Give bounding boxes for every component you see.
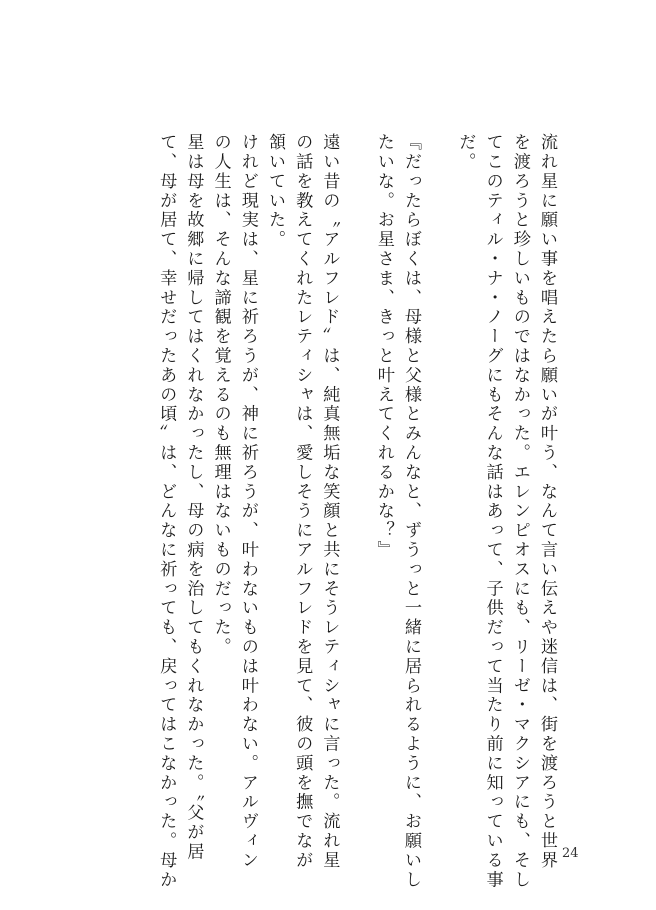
- text-line-12: けれど現実は、星に祈ろうが、神に祈ろうが、叶わないものは叶わない。アルヴィン: [237, 133, 258, 871]
- text-line-11: 頷いていた。: [265, 133, 285, 250]
- page-number: 24: [562, 846, 579, 861]
- text-line-14: 星は母を故郷に帰してはくれなかったし、母の病を治してもくれなかった。〝父が居: [183, 133, 204, 862]
- text-line-7: たいな。お星さま、きっと叶えてくれるかな？』: [373, 133, 394, 560]
- text-line-15: て、母が居て、幸せだったあの頃〟は、どんなに祈っても、戻ってはこなかった。母か: [156, 133, 177, 890]
- text-line-1: 流れ星に願い事を唱えたら願いが叶う、なんて言い伝えや迷信は、街を渡ろうと世界: [537, 133, 557, 871]
- text-line-9: 遠い昔の〝アルフレド〟は、純真無垢な笑顔と共にそうレティシャに言った。流れ星: [319, 133, 340, 871]
- paragraph-gap: [342, 133, 369, 150]
- text-line-13: の人生は、そんな諦観を覚えるのも無理はないものだった。: [210, 133, 231, 657]
- text-line-2: を渡ろうと珍しいものではなかった。エレンピオスにも、リーゼ・マクシアにも、そし: [509, 133, 530, 890]
- vertical-text-body: [80, 133, 560, 890]
- text-line-4: だ。: [455, 133, 476, 172]
- paragraph-gap: [424, 133, 451, 150]
- text-line-10: の話を教えてくれたレティシャは、愛しそうにアルフレドを見て、彼の頭を撫でなが: [292, 133, 313, 871]
- text-line-6: 『だったらぼくは、母様と父様とみんなと、ずうっと一緒に居られるように、お願いし: [401, 133, 421, 890]
- text-line-3: てこのティル・ナ・ノーグにもそんな話はあって、子供だって当たり前に知っている事: [482, 133, 503, 890]
